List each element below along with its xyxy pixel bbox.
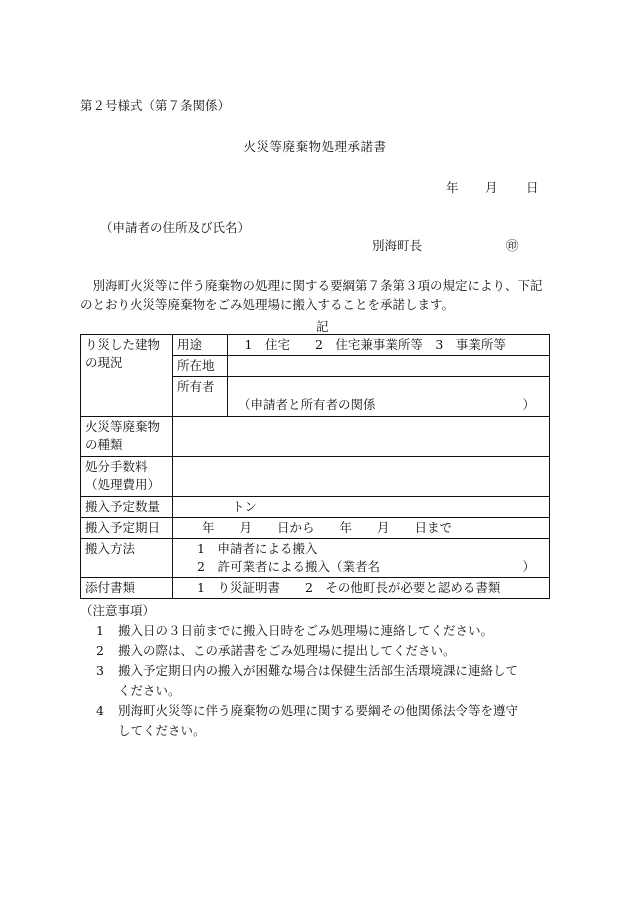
quantity-label: 搬入予定数量 — [81, 497, 173, 518]
owner-label: 所有者 — [173, 377, 228, 417]
method-option-2-close: ） — [522, 559, 535, 574]
attachment-value: 1 り災証明書 2 その他町長が必要と認める書類 — [197, 580, 501, 595]
ki-heading: 記 — [316, 319, 329, 334]
table-row — [81, 497, 550, 518]
table-row — [81, 335, 550, 356]
use-label: 用途 — [173, 335, 228, 356]
method-option-1: 1 申請者による搬入 — [197, 541, 318, 556]
table-row — [81, 578, 550, 599]
approval-statement: 別海町火災等に伴う廃棄物の処理に関する要綱第７条第３項の規定により、下記のとおり火災等廃棄物をごみ処理場に搬入することを承諾します。 — [80, 278, 543, 312]
date-year-label: 年 — [446, 180, 459, 195]
quantity-unit: トン — [232, 499, 258, 514]
approval-form-table — [80, 334, 550, 599]
note-item: 3 搬入予定期日内の搬入が困難な場合は保健生活部生活環境課に連絡して ください。 — [96, 663, 519, 698]
attachment-field[interactable] — [173, 578, 550, 599]
date-month-label: 月 — [485, 180, 498, 195]
note-item: 4 別海町火災等に伴う廃棄物の処理に関する要綱その他関係法令等を遵守 してください。 — [96, 703, 519, 738]
period-value: 年 月 日から 年 月 日まで — [202, 520, 453, 535]
method-option-2: 2 許可業者による搬入（業者名 — [197, 559, 380, 574]
document-title: 火災等廃棄物処理承諾書 — [243, 139, 387, 154]
owner-relation-label: （申請者と所有者の関係 — [238, 397, 376, 412]
method-field[interactable] — [173, 539, 550, 578]
attachment-label: 添付書類 — [81, 578, 173, 599]
notes-title: （注意事項） — [80, 603, 156, 618]
note-item: 1 搬入日の３日前までに搬入日時をごみ処理場に連絡してください。 — [96, 623, 494, 638]
table-row — [81, 518, 550, 539]
note-item: 2 搬入の際は、この承諾書をごみ処理場に提出してください。 — [96, 643, 456, 658]
date-day-label: 日 — [526, 180, 539, 195]
use-options[interactable]: 1 住宅 2 住宅兼事業所等 3 事業所等 — [228, 335, 550, 356]
period-field[interactable] — [173, 518, 550, 539]
owner-field[interactable] — [228, 377, 550, 417]
building-status-label: り災した建物 の現況 — [81, 335, 173, 417]
table-row — [81, 539, 550, 578]
period-label: 搬入予定期日 — [81, 518, 173, 539]
table-row — [81, 417, 550, 457]
waste-type-field[interactable] — [173, 417, 550, 457]
location-label: 所在地 — [173, 356, 228, 377]
mayor-title: 別海町長 — [372, 238, 423, 253]
seal-mark: ㊞ — [506, 238, 519, 253]
owner-relation-close: ） — [522, 397, 535, 412]
fee-field[interactable] — [173, 457, 550, 497]
form-number: 第２号様式（第７条関係） — [80, 98, 231, 113]
applicant-address-name-label: （申請者の住所及び氏名） — [100, 220, 251, 235]
method-label: 搬入方法 — [81, 539, 173, 578]
location-field[interactable] — [228, 356, 550, 377]
quantity-field[interactable] — [173, 497, 550, 518]
fee-label: 処分手数料 （処理費用） — [81, 457, 173, 497]
waste-type-label: 火災等廃棄物 の種類 — [81, 417, 173, 457]
table-row — [81, 457, 550, 497]
